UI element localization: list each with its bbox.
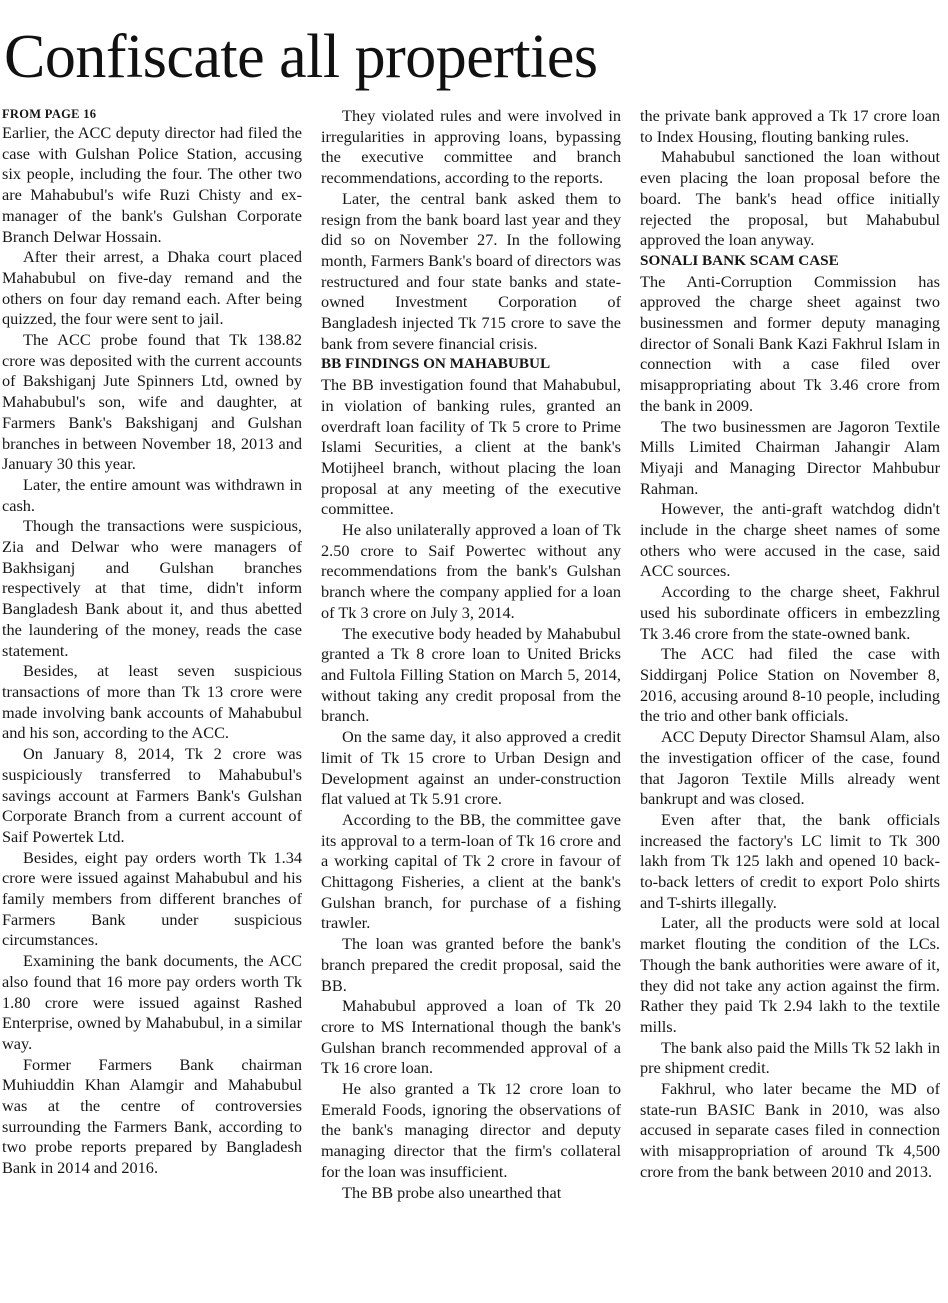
paragraph: Later, all the products were sold at local market flouting the condition of the LCs. Though the bank authorities were aware of it, they did not take any action against the firm. Rather they paid Tk 2.94 lakh to the textile mills. [640, 913, 940, 1036]
paragraph: Besides, at least seven suspicious transactions of more than Tk 13 crore were made involving bank accounts of Mahabubul and his son, according to the ACC. [2, 661, 302, 743]
paragraph: The ACC had filed the case with Siddirganj Police Station on November 8, 2016, accusing around 8-10 people, including the trio and other bank officials. [640, 644, 940, 726]
paragraph: The executive body headed by Mahabubul granted a Tk 8 crore loan to United Bricks and Fultola Filling Station on March 5, 2014, without taking any credit proposal from the branch. [321, 623, 621, 726]
paragraph: However, the anti-graft watchdog didn't include in the charge sheet names of some others who were accused in the case, said ACC sources. [640, 499, 940, 581]
paragraph: Even after that, the bank officials increased the factory's LC limit to Tk 300 lakh from Tk 125 lakh and opened 10 back-to-back letters of credit to export Polo shirts and T-shirts illegally. [640, 809, 940, 912]
article-body [2, 106, 942, 1303]
paragraph: They violated rules and were involved in irregularities in approving loans, bypassing the executive committee and branch recommendations, according to the reports. [321, 106, 621, 188]
subheading: BB FINDINGS ON MAHABUBUL [321, 355, 551, 373]
paragraph: the private bank approved a Tk 17 crore loan to Index Housing, flouting banking rules. [640, 106, 940, 146]
paragraph: The BB investigation found that Mahabubul, in violation of banking rules, granted an overdraft loan facility of Tk 5 crore to Prime Islami Securities, a client at the bank's Motijheel branch, without placing the loan proposal at any meeting of the executive committee. [321, 375, 621, 519]
paragraph: Later, the entire amount was withdrawn in cash. [2, 474, 302, 515]
paragraph: ACC Deputy Director Shamsul Alam, also the investigation officer of the case, found that Jagoron Textile Mills already went bankrupt and was closed. [640, 727, 940, 809]
paragraph: The loan was granted before the bank's branch prepared the credit proposal, said the BB. [321, 934, 621, 995]
headline: Confiscate all properties [4, 23, 598, 91]
paragraph: The Anti-Corruption Commission has approved the charge sheet against two businessmen and former deputy managing director of Sonali Bank Kazi Fakhrul Islam in connection with a case filed over misappropriating about Tk 3.46 crore from the bank in 2009. [640, 271, 940, 415]
column-1 [2, 106, 302, 1303]
paragraph: On January 8, 2014, Tk 2 crore was suspiciously transferred to Mahabubul's savings account at Farmers Bank's Gulshan Corporate Branch from a current account of Saif Powertek Ltd. [2, 744, 302, 846]
paragraph: The bank also paid the Mills Tk 52 lakh in pre shipment credit. [640, 1037, 940, 1078]
column-3 [640, 106, 940, 1303]
paragraph: Mahabubul sanctioned the loan without even placing the loan proposal before the board. The bank's head office initially rejected the proposal, but Mahabubul approved the loan anyway. [640, 147, 940, 250]
paragraph: Former Farmers Bank chairman Muhiuddin Khan Alamgir and Mahabubul was at the centre of controversies surrounding the Farmers Bank, according to two probe reports prepared by Bangladesh Bank in 2014 and 2016. [2, 1054, 302, 1178]
paragraph: The BB probe also unearthed that [342, 1182, 562, 1202]
paragraph: Examining the bank documents, the ACC also found that 16 more pay orders worth Tk 1.80 crore were issued against Rashed Enterprise, owned by Mahabubul, in a similar way. [2, 951, 302, 1053]
paragraph: Besides, eight pay orders worth Tk 1.34 crore were issued against Mahabubul and his family members from different branches of Farmers Bank under suspicious circumstances. [2, 847, 302, 950]
paragraph: Though the transactions were suspicious, Zia and Delwar who were managers of Bakhsiganj and Gulshan branches respectively at that time, didn't inform Bangladesh Bank about it, and thus abetted the laundering of the money, reads the case statement. [2, 516, 302, 660]
paragraph: Fakhrul, who later became the MD of state-run BASIC Bank in 2010, was also accused in separate cases filed in connection with misappropriation of around Tk 4,500 crore from the bank between 2010 and 2013. [640, 1079, 940, 1181]
paragraph: According to the BB, the committee gave its approval to a term-loan of Tk 16 crore and a working capital of Tk 2 crore in favour of Chittagong Fisheries, a client at the bank's Gulshan branch, for purchase of a fishing trawler. [321, 809, 621, 933]
paragraph: The ACC probe found that Tk 138.82 crore was deposited with the current accounts of Bakshiganj Jute Spinners Ltd, owned by Mahabubul's son, wife and daughter, at Farmers Bank's Bakshiganj and Gulshan branches in between November 18, 2013 and January 30 this year. [2, 330, 302, 474]
paragraph: On the same day, it also approved a credit limit of Tk 15 crore to Urban Design and Development against an under-construction flat valued at Tk 5.91 crore. [321, 727, 621, 809]
paragraph: After their arrest, a Dhaka court placed Mahabubul on five-day remand and the others on four day remand each. After being quizzed, the four were sent to jail. [2, 247, 302, 329]
column-2 [321, 106, 621, 1303]
paragraph: According to the charge sheet, Fakhrul used his subordinate officers in embezzling Tk 3.46 crore from the state-owned bank. [640, 582, 940, 643]
paragraph: He also granted a Tk 12 crore loan to Emerald Foods, ignoring the observations of the bank's managing director and deputy managing director that the firm's collateral for the loan was insufficient. [321, 1079, 621, 1181]
paragraph: The two businessmen are Jagoron Textile Mills Limited Chairman Jahangir Alam Miyaji and Managing Director Mahbubur Rahman. [640, 416, 940, 498]
paragraph: He also unilaterally approved a loan of Tk 2.50 crore to Saif Powertec without any recommendations from the bank's Gulshan branch where the company applied for a loan of Tk 3 crore on July 3, 2014. [321, 520, 621, 622]
paragraph: Earlier, the ACC deputy director had filed the case with Gulshan Police Station, accusing six people, including the four. The other two are Mahabubul's wife Ruzi Chisty and ex-manager of the bank's Gulshan Corporate Branch Delwar Hossain. [2, 123, 302, 246]
paragraph: Mahabubul approved a loan of Tk 20 crore to MS International though the bank's Gulshan branch recommended approval of a Tk 16 crore loan. [321, 996, 621, 1078]
subheading: SONALI BANK SCAM CASE [640, 251, 839, 269]
paragraph: Later, the central bank asked them to resign from the bank board last year and they did so on November 27. In the following month, Farmers Bank's board of directors was restructured and four state banks and state-owned Investment Corporation of Bangladesh injected Tk 715 crore to save the bank from severe financial crisis. [321, 188, 621, 353]
jump-line: FROM PAGE 16 [2, 107, 97, 121]
